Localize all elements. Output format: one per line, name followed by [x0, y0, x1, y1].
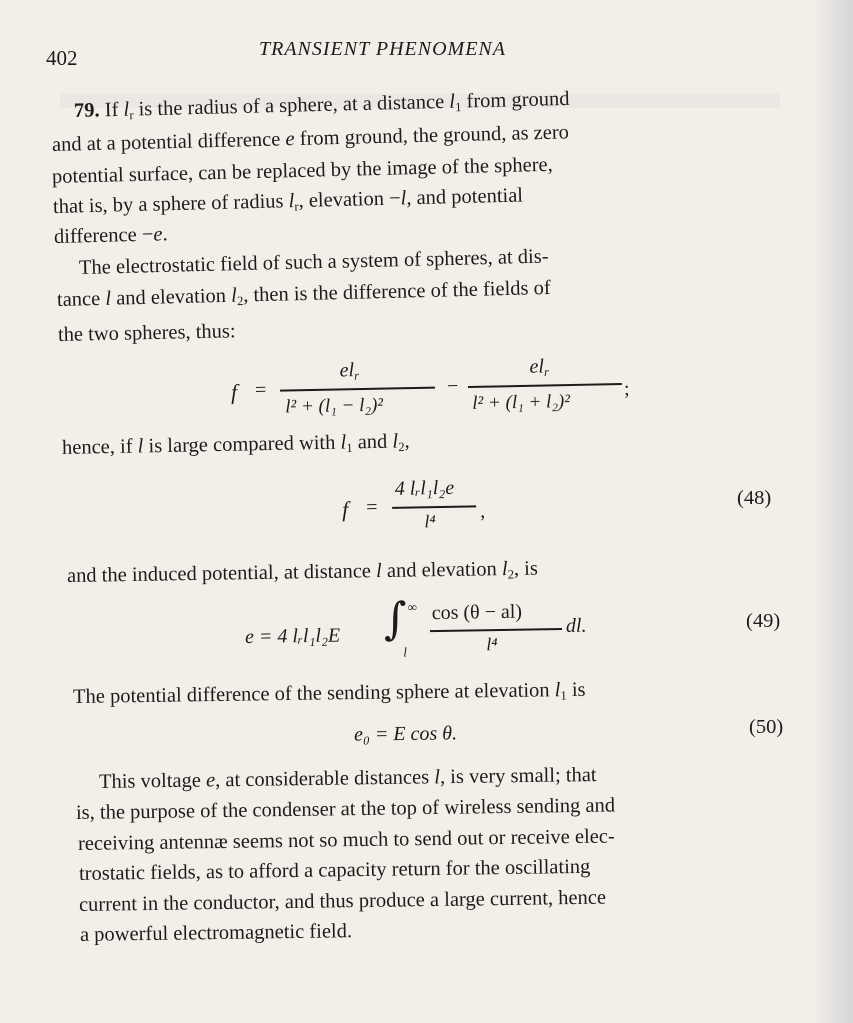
para-last-line1: This voltage e, at considerable distances l, is very small; that	[98, 764, 597, 793]
para2-line3: the two spheres, thus:	[57, 320, 236, 346]
running-title: TRANSIENT PHENOMENA	[259, 38, 506, 60]
equation-50: e₀ = E cos θ.	[353, 722, 458, 746]
text-induced: and the induced potential, at distance l and elevation $l_2$, is	[66, 557, 539, 587]
eq-49-denominator: l⁴	[486, 634, 498, 655]
para79-line2: and at a potential difference e from ground, the ground, as zero	[51, 121, 570, 156]
eq-49-numerator: cos (θ − al)	[431, 600, 523, 625]
integral-sign: ∫	[383, 593, 408, 645]
equation-number-49: (49)	[746, 610, 781, 632]
text-sending: The potential difference of the sending sphere at elevation $l_1$ is	[72, 678, 586, 708]
para-last-line3: receiving antennæ seems not so much to send out or receive elec-	[77, 825, 615, 855]
fraction-bar	[430, 628, 562, 632]
equation-48: f = 4 lᵣl₁l₂e l⁴ ,	[341, 476, 486, 532]
para-last-line2: is, the purpose of the condenser at the top of wireless sending and	[75, 794, 616, 824]
para2-line1: The electrostatic field of such a system of spheres, at dis-	[78, 245, 549, 279]
equation-f-difference: f = $el_r$ l² + (l₁ − l₂)² − $el_r$ l² + (l₁ + l₂)² ;	[230, 355, 630, 418]
para79-line4: that is, by a sphere of radius $l_r$, elevation −l, and potential	[52, 184, 524, 218]
para-last-line6: a powerful electromagnetic field.	[79, 920, 353, 946]
eq-f1-num2: $el_r$	[529, 355, 550, 380]
para79-line5: difference −e.	[53, 223, 168, 248]
para79-line3: potential surface, can be replaced by the image of the sphere,	[51, 153, 554, 188]
integral-lower-limit: l	[403, 644, 408, 660]
eq-49-lhs: e = 4 lᵣl₁l₂E	[244, 624, 341, 649]
eq-f1-den1: l² + (l₁ − l₂)²	[285, 394, 384, 418]
equation-number-50: (50)	[749, 716, 784, 738]
eq-f1-num1: $el_r$	[339, 359, 360, 383]
eq-48-denominator: l⁴	[424, 511, 436, 532]
eq-f1-den2: l² + (l₁ + l₂)²	[472, 391, 571, 414]
equation-number-48: (48)	[737, 487, 772, 509]
text-hence: hence, if l is large compared with $l_1$ and $l_2$,	[61, 430, 410, 459]
para-last-line5: current in the conductor, and thus produce a large current, hence	[78, 886, 607, 916]
page-number: 402	[46, 46, 78, 70]
equation-49: e = 4 lᵣl₁l₂E ∫ ∞ l cos (θ − al) l⁴ dl.	[244, 593, 587, 660]
eq-48-numerator: 4 lᵣl₁l₂e	[394, 476, 455, 500]
integral-upper-limit: ∞	[407, 599, 418, 615]
para79-line1: 79. If $l_r$ is the radius of a sphere, at a distance $l_1$ from ground	[73, 87, 570, 123]
section-number: 79.	[73, 99, 100, 122]
para-last-line4: trostatic fields, as to afford a capacity return for the oscillating	[78, 855, 591, 885]
para2-line2: tance l and elevation $l_2$, then is the difference of the fields of	[56, 276, 551, 311]
